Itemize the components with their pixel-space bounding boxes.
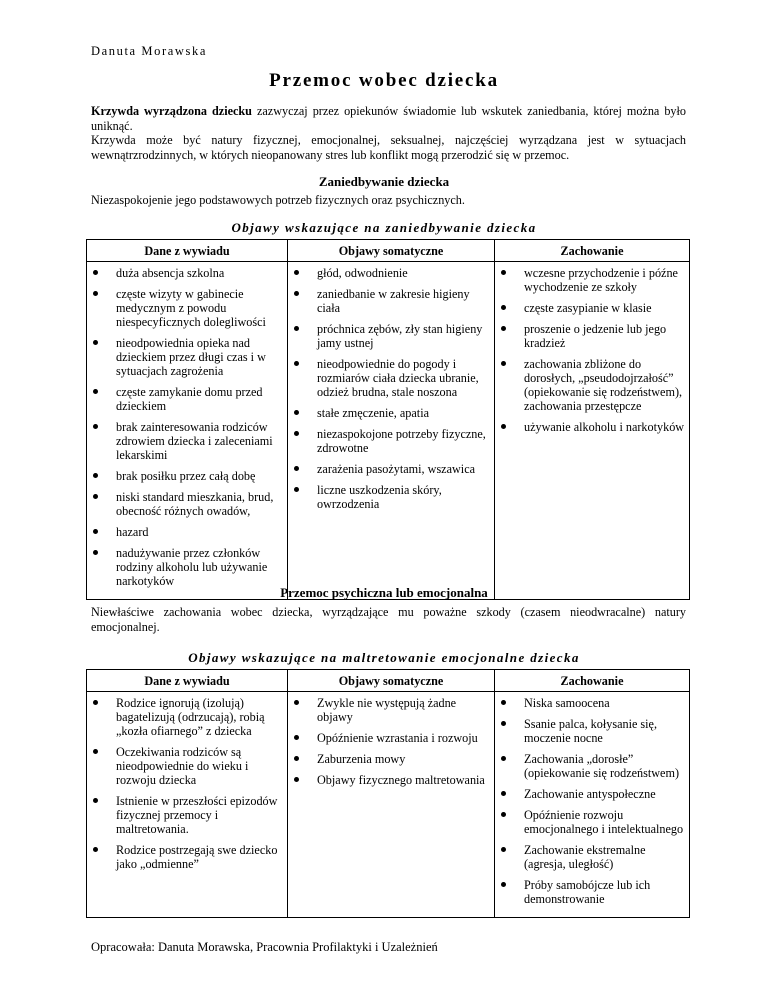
table1-title: Objawy wskazujące na zaniedbywanie dziecka (231, 220, 537, 235)
bullet-list (495, 696, 685, 906)
table-row (87, 692, 690, 918)
section2-text: Niewłaściwe zachowania wobec dziecka, wyrządzające mu poważne szkody (czasem nieodwracalne) natury emocjonalnej. (91, 605, 686, 634)
list-item: duża absencja szkolna (87, 266, 283, 280)
list-item: Opóźnienie rozwoju emocjonalnego i intelektualnego (495, 808, 685, 836)
table-cell (288, 692, 495, 918)
intro-bold-lead: Krzywda wyrządzona dziecku (91, 104, 252, 118)
list-item: zarażenia pasożytami, wszawica (288, 462, 490, 476)
bullet-list (87, 696, 283, 871)
table-row (87, 262, 690, 600)
footer-credit: Opracowała: Danuta Morawska, Pracownia Profilaktyki i Uzależnień (91, 940, 438, 954)
column-header: Objawy somatyczne (288, 670, 495, 692)
list-item: Zaburzenia mowy (288, 752, 490, 766)
list-item: niezaspokojone potrzeby fizyczne, zdrowotne (288, 427, 490, 455)
running-header-author: Danuta Morawska (91, 44, 207, 58)
list-item: częste zamykanie domu przed dzieckiem (87, 385, 283, 413)
neglect-table (86, 239, 690, 600)
document-title: Przemoc wobec dziecka (269, 70, 499, 91)
list-item: Próby samobójcze lub ich demonstrowanie (495, 878, 685, 906)
bullet-list (288, 696, 490, 787)
list-item: zachowania zbliżone do dorosłych, „pseudodojrzałość” (opiekowanie się rodzeństwem), zachowania przestępcze (495, 357, 685, 413)
list-item: niski standard mieszkania, brud, obecność różnych owadów, (87, 490, 283, 518)
emotional-abuse-table (86, 669, 690, 918)
bullet-list (495, 266, 685, 434)
list-item: liczne uszkodzenia skóry, owrzodzenia (288, 483, 490, 511)
list-item: częste wizyty w gabinecie medycznym z powodu niespecyficznych dolegliwości (87, 287, 283, 329)
section2-heading: Przemoc psychiczna lub emocjonalna (280, 585, 488, 600)
column-header: Dane z wywiadu (87, 240, 288, 262)
list-item: Zachowanie ekstremalne (agresja, uległość) (495, 843, 685, 871)
table-cell (495, 262, 690, 600)
list-item: wczesne przychodzenie i późne wychodzenie ze szkoły (495, 266, 685, 294)
list-item: nieodpowiednie do pogody i rozmiarów ciała dziecka ubranie, odzież brudna, stale noszona (288, 357, 490, 399)
list-item: używanie alkoholu i narkotyków (495, 420, 685, 434)
list-item: Opóźnienie wzrastania i rozwoju (288, 731, 490, 745)
list-item: Zachowania „dorosłe” (opiekowanie się rodzeństwem) (495, 752, 685, 780)
section1-heading: Zaniedbywanie dziecka (318, 174, 450, 189)
table2-title: Objawy wskazujące na maltretowanie emocjonalne dziecka (188, 650, 580, 665)
intro-line1-rest: zazwyczaj przez opiekunów świadomie lub wskutek zaniedbania, której można było uniknąć. (91, 104, 686, 133)
table-cell (87, 692, 288, 918)
list-item: hazard (87, 525, 283, 539)
list-item: głód, odwodnienie (288, 266, 490, 280)
list-item: stałe zmęczenie, apatia (288, 406, 490, 420)
list-item: nadużywanie przez członków rodziny alkoholu lub używanie narkotyków (87, 546, 283, 588)
column-header: Zachowanie (495, 670, 690, 692)
intro-paragraph-1 (91, 104, 686, 133)
section1-text: Niezaspokojenie jego podstawowych potrzeb fizycznych oraz psychicznych. (91, 193, 465, 207)
table-header-row (87, 670, 690, 692)
table-cell (87, 262, 288, 600)
intro-paragraph-2: Krzywda może być natury fizycznej, emocjonalnej, seksualnej, najczęściej wyrządzana jest w sytuacjach wewnątrzrodzinnych, w których nieopanowany stres lub konflikt mogą przerodzić się w przemoc. (91, 133, 686, 162)
table-cell (288, 262, 495, 600)
list-item: Objawy fizycznego maltretowania (288, 773, 490, 787)
list-item: Oczekiwania rodziców są nieodpowiednie do wieku i rozwoju dziecka (87, 745, 283, 787)
table-cell (495, 692, 690, 918)
list-item: Zwykle nie występują żadne objawy (288, 696, 490, 724)
list-item: Ssanie palca, kołysanie się, moczenie nocne (495, 717, 685, 745)
intro-text (91, 104, 686, 162)
list-item: nieodpowiednia opieka nad dzieckiem przez długi czas i w sytuacjach zagrożenia (87, 336, 283, 378)
list-item: zaniedbanie w zakresie higieny ciała (288, 287, 490, 315)
list-item: Niska samoocena (495, 696, 685, 710)
list-item: Istnienie w przeszłości epizodów fizycznej przemocy i maltretowania. (87, 794, 283, 836)
bullet-list (87, 266, 283, 588)
list-item: Rodzice postrzegają swe dziecko jako „odmienne” (87, 843, 283, 871)
list-item: częste zasypianie w klasie (495, 301, 685, 315)
list-item: Zachowanie antyspołeczne (495, 787, 685, 801)
list-item: brak posiłku przez całą dobę (87, 469, 283, 483)
list-item: proszenie o jedzenie lub jego kradzież (495, 322, 685, 350)
list-item: próchnica zębów, zły stan higieny jamy ustnej (288, 322, 490, 350)
column-header: Zachowanie (495, 240, 690, 262)
table-header-row (87, 240, 690, 262)
column-header: Objawy somatyczne (288, 240, 495, 262)
column-header: Dane z wywiadu (87, 670, 288, 692)
list-item: Rodzice ignorują (izolują) bagatelizują (odrzucają), robią „kozła ofiarnego” z dziecka (87, 696, 283, 738)
list-item: brak zainteresowania rodziców zdrowiem dziecka i zaleceniami lekarskimi (87, 420, 283, 462)
bullet-list (288, 266, 490, 511)
